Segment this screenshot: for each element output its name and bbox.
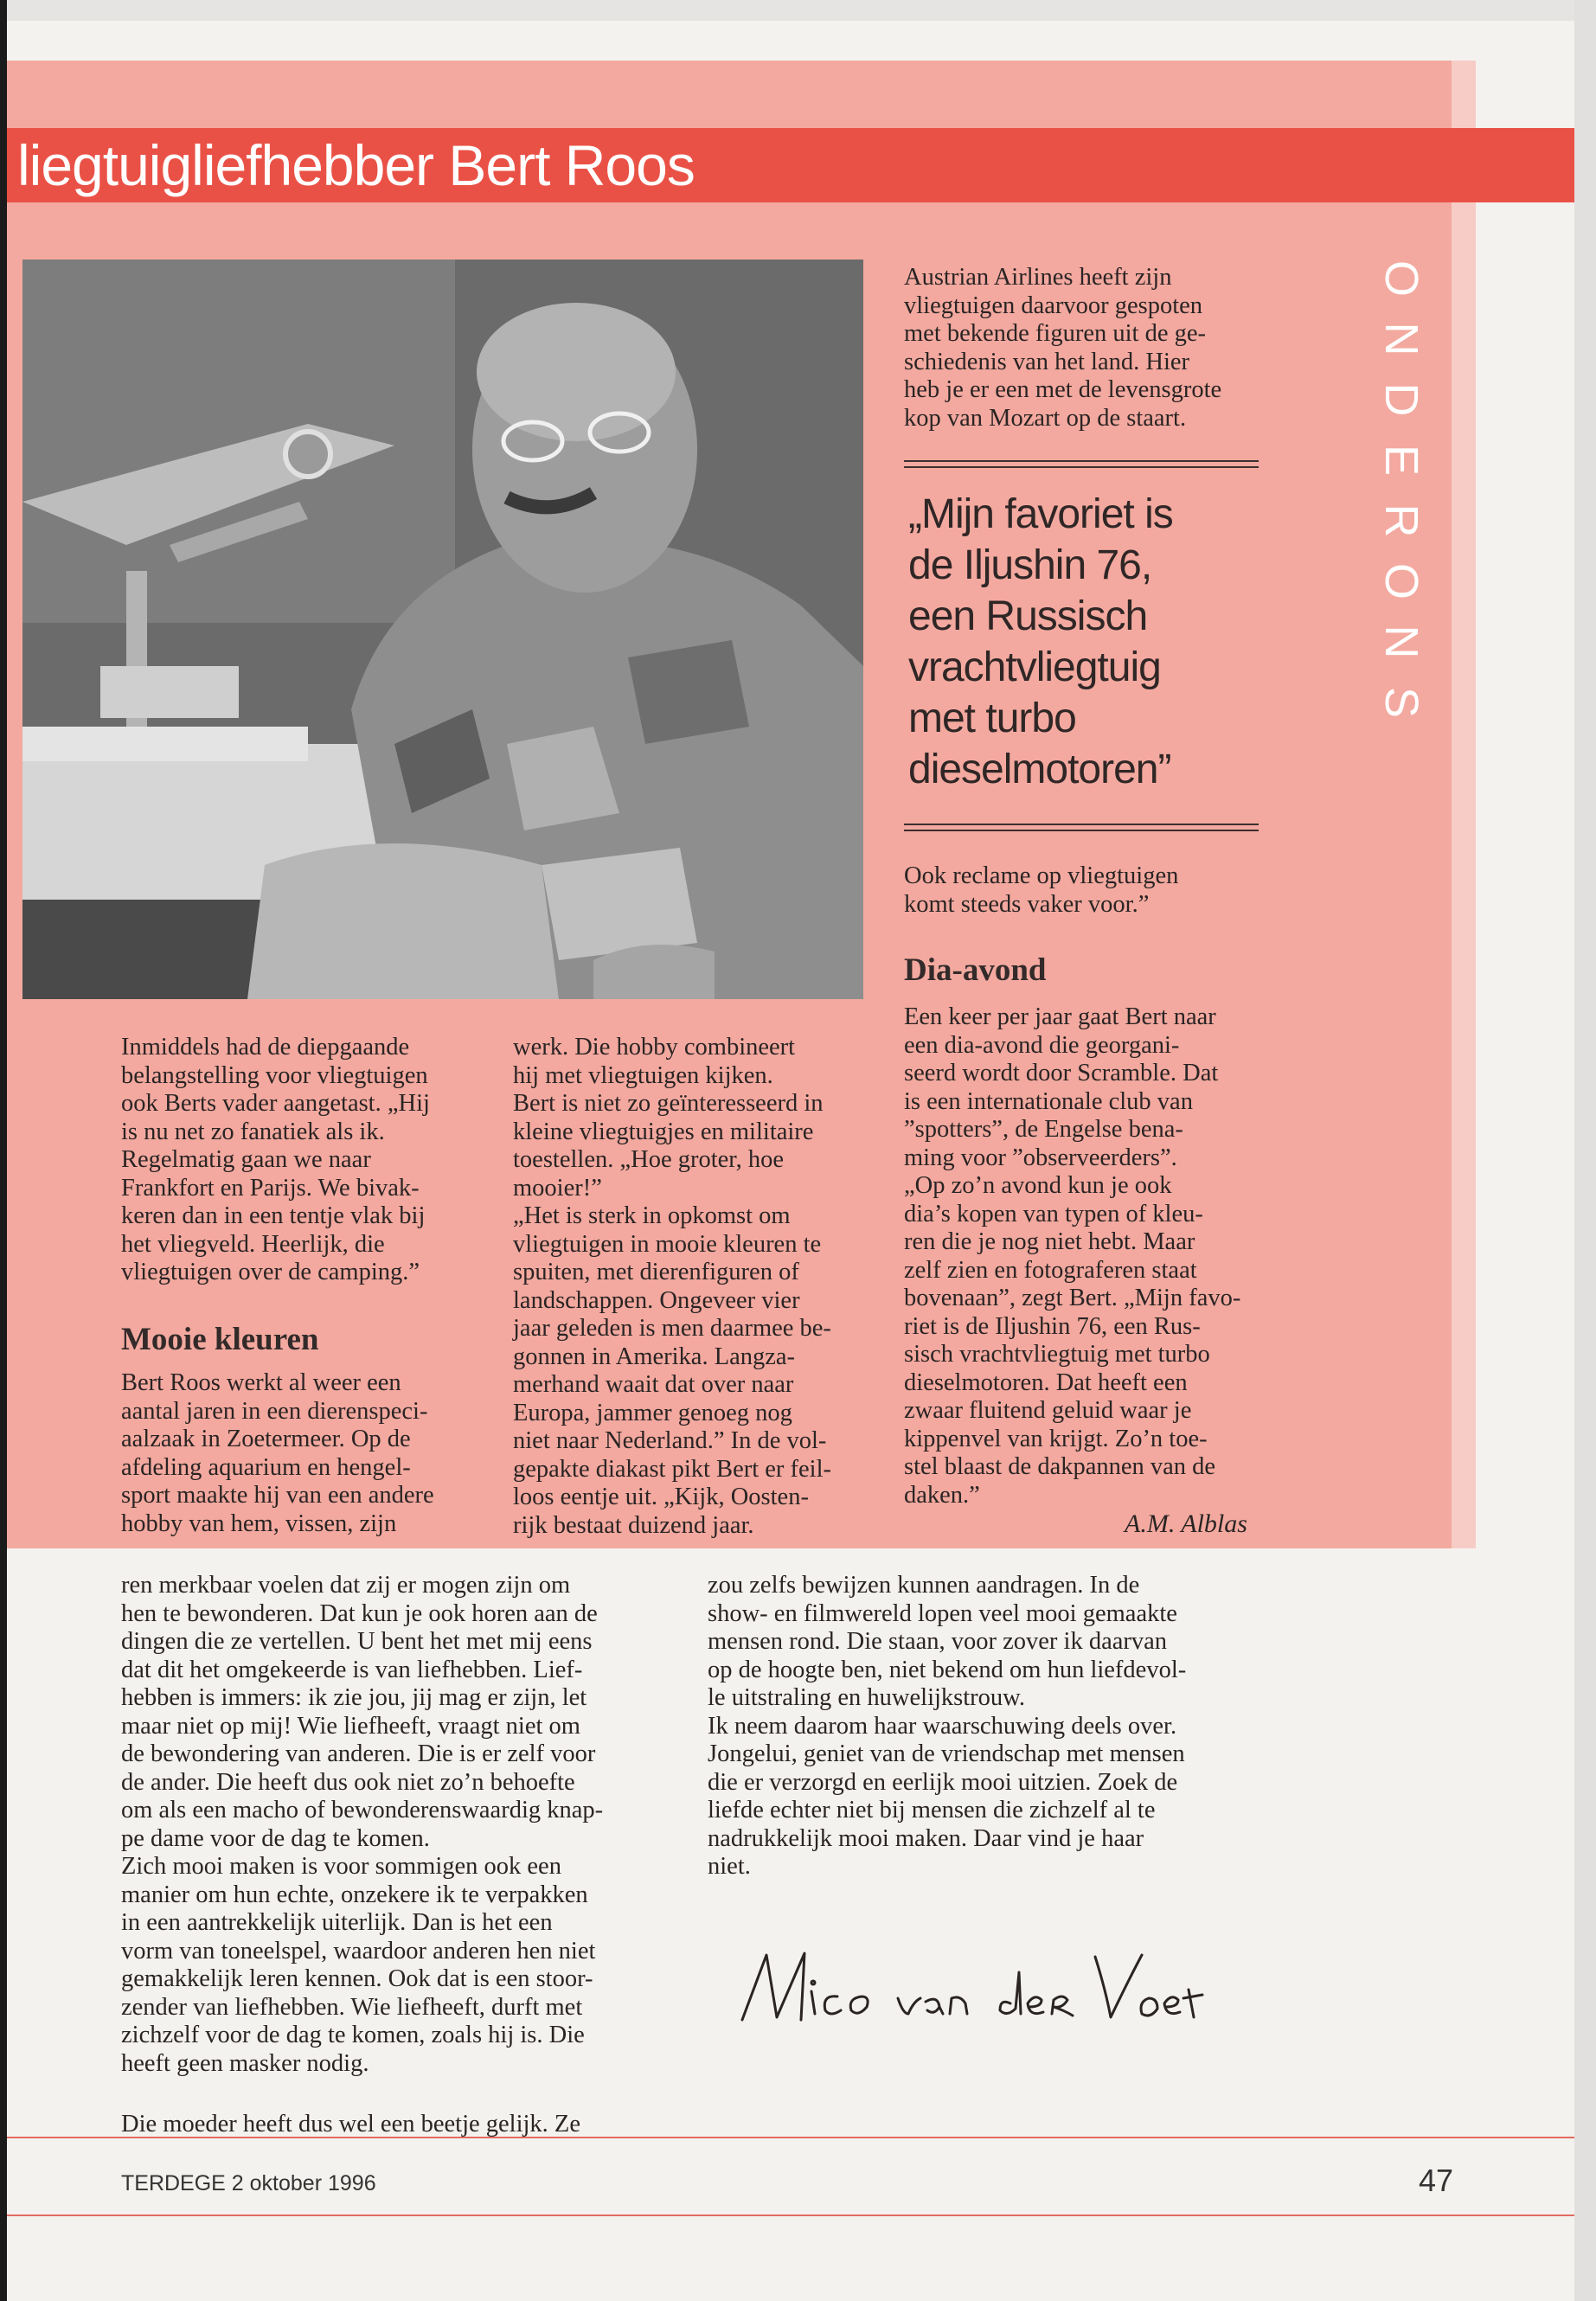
text-line: zwaar fluitend geluid waar je (904, 1397, 1192, 1424)
caption-line: kop van Mozart op de staart. (904, 404, 1187, 432)
text-line: ming voor ”observeerders”. (904, 1144, 1177, 1171)
text-line: Een keer per jaar gaat Bert naar (904, 1003, 1216, 1030)
text-line: dia’s kopen van typen of kleu- (904, 1200, 1203, 1227)
text-line: mensen rond. Die staan, voor zover ik daarvan (708, 1628, 1168, 1655)
caption-line: komt steeds vaker voor.” (904, 890, 1150, 918)
section-label-letter: N (1375, 625, 1427, 659)
text-line: Die moeder heeft dus wel een beetje gelijk. Ze (121, 2111, 580, 2138)
text-line: een dia-avond die georgani- (904, 1031, 1180, 1059)
caption-line: heb je er een met de levensgrote (904, 376, 1222, 403)
pull-quote-line: dieselmotoren” (908, 747, 1171, 792)
text-line: Jongelui, geniet van de vriendschap met mensen (708, 1740, 1185, 1767)
text-line: show- en filmwereld lopen veel mooi gemaakte (708, 1599, 1177, 1627)
section-label-letter: E (1375, 444, 1427, 477)
text-line: hen te bewonderen. Dat kun je ook horen aan de (121, 1599, 598, 1627)
text-line: hij met vliegtuigen kijken. (513, 1061, 773, 1089)
pull-quote-line: de Iljushin 76, (908, 542, 1152, 588)
text-line: daken.” (904, 1481, 980, 1509)
text-line: zelf zien en fotograferen staat (904, 1256, 1197, 1284)
quote-rule-bottom (904, 824, 1259, 825)
author-byline: A.M. Alblas (1125, 1509, 1247, 1538)
text-line: ren die je nog niet hebt. Maar (904, 1228, 1195, 1255)
text-line: nadrukkelijk mooi maken. Daar vind je haar (708, 1824, 1144, 1852)
photo-caption-top (904, 264, 1302, 433)
quote-rule-top (904, 460, 1259, 462)
text-line: de ander. Die heeft dus ook niet zo’n behoefte (121, 1768, 575, 1796)
quote-rule-bottom (904, 830, 1259, 831)
quote-rule-top (904, 466, 1259, 468)
text-line: in een aantrekkelijk uiterlijk. Dan is het een (121, 1909, 553, 1936)
text-line: hebben is immers: ik zie jou, jij mag er zijn, let (121, 1684, 587, 1711)
footer-rule (7, 2214, 1574, 2216)
caption-line: met bekende figuren uit de ge- (904, 320, 1206, 347)
text-line: zou zelfs bewijzen kunnen aandragen. In de (708, 1572, 1140, 1599)
text-line: merhand waait dat over naar (513, 1371, 794, 1398)
text-line: kleine vliegtuigjes en militaire (513, 1118, 814, 1145)
article-column-1 (121, 1034, 502, 1287)
text-line: die er verzorgd en eerlijk mooi uitzien. Zoek de (708, 1768, 1178, 1796)
article-title: liegtuigliefhebber Bert Roos (17, 133, 695, 197)
scan-edge-right (1574, 0, 1596, 2301)
text-line: gonnen in Amerika. Langza- (513, 1343, 796, 1370)
pull-quote-line: vrachtvliegtuig (908, 644, 1161, 690)
section-label-letter: O (1375, 260, 1427, 297)
subheading-mooie-kleuren: Mooie kleuren (121, 1322, 319, 1357)
panel-edge-strip (1452, 61, 1476, 1548)
text-line: gemakkelijk leren kennen. Ook dat is een stoor- (121, 1965, 593, 1992)
photo-caption-bottom (904, 862, 1302, 919)
pull-quote-line: een Russisch (908, 593, 1148, 639)
text-line: Bert Roos werkt al weer een (121, 1369, 401, 1396)
text-line: seerd wordt door Scramble. Dat (904, 1060, 1219, 1086)
text-line: niet naar Nederland.” In de vol- (513, 1427, 827, 1454)
section-label-letter: D (1375, 382, 1427, 417)
text-line: riet is de Iljushin 76, een Rus- (904, 1312, 1201, 1340)
text-line: dingen die ze vertellen. U bent het met mij eens (121, 1628, 593, 1655)
text-line: dieselmotoren. Dat heeft een (904, 1368, 1188, 1396)
text-line: vliegtuigen in mooie kleuren te (513, 1230, 822, 1258)
pull-quote (908, 489, 1254, 795)
caption-line: vliegtuigen daarvoor gespoten (904, 292, 1203, 319)
text-line: zender van liefhebben. Wie liefheeft, durft met (121, 1993, 583, 2021)
text-line: rijk bestaat duizend jaar. (513, 1511, 754, 1539)
text-line: Inmiddels had de diepgaande (121, 1034, 410, 1061)
scan-edge-top (0, 0, 1596, 21)
text-line: jaar geleden is men daarmee be- (513, 1315, 831, 1342)
portrait-photo (22, 260, 863, 999)
text-line: is een internationale club van (904, 1087, 1193, 1115)
column-text-left-last (121, 2111, 675, 2139)
text-line: stel blaast de dakpannen van de (904, 1453, 1216, 1480)
text-line: Frankfort en Parijs. We bivak- (121, 1174, 420, 1202)
text-line: hobby van hem, vissen, zijn (121, 1509, 397, 1537)
text-line: afdeling aquarium en hengel- (121, 1453, 411, 1481)
section-label-letter: S (1375, 686, 1427, 719)
text-line: belangstelling voor vliegtuigen (121, 1061, 428, 1089)
text-line: aalzaak in Zoetermeer. Op de (121, 1426, 411, 1452)
footer-rule (7, 2137, 1574, 2138)
text-line: „Op zo’n avond kun je ook (904, 1172, 1172, 1199)
pull-quote-line: „Mijn favoriet is (908, 491, 1173, 537)
subheading-dia-avond: Dia-avond (904, 952, 1047, 988)
page-number: 47 (1419, 2163, 1454, 2198)
article-column-3 (904, 1003, 1302, 1509)
pull-quote-line: met turbo (908, 695, 1076, 741)
caption-line: schiedenis van het land. Hier (904, 348, 1190, 375)
text-line: de bewondering van anderen. Die is er zelf voor (121, 1740, 596, 1767)
text-line: Zich mooi maken is voor sommigen ook een (121, 1853, 561, 1880)
publication-info: TERDEGE 2 oktober 1996 (121, 2171, 376, 2195)
text-line: sisch vrachtvliegtuig met turbo (904, 1341, 1210, 1368)
text-line: zichzelf voor de dag te komen, zoals hij is. Die (121, 2022, 585, 2048)
section-label-letter: N (1375, 322, 1427, 356)
text-line: sport maakte hij van een andere (121, 1482, 434, 1509)
text-line: vliegtuigen over de camping.” (121, 1259, 420, 1285)
article-column-1-continued (121, 1369, 502, 1538)
column-text-left (121, 1572, 675, 2078)
article-column-2 (513, 1034, 894, 1540)
text-line: le uitstraling en huwelijkstrouw. (708, 1684, 1026, 1711)
text-line: loos eentje uit. „Kijk, Oosten- (513, 1484, 809, 1510)
text-line: toestellen. „Hoe groter, hoe (513, 1146, 785, 1173)
text-line: „Het is sterk in opkomst om (513, 1202, 791, 1229)
text-line: kippenvel van krijgt. Zo’n toe- (904, 1425, 1208, 1452)
text-line: om als een macho of bewonderenswaardig knap- (121, 1797, 604, 1823)
text-line: pe dame voor de dag te komen. (121, 1824, 430, 1852)
text-line: manier om hun echte, onzekere ik te verpakken (121, 1881, 588, 1908)
text-line: vorm van toneelspel, waardoor anderen hen niet (121, 1937, 596, 1965)
text-line: op de hoogte ben, niet bekend om hun liefdevol- (708, 1656, 1187, 1683)
text-line: ren merkbaar voelen dat zij er mogen zijn om (121, 1572, 571, 1599)
text-line: aantal jaren in een dierenspeci- (121, 1397, 428, 1425)
section-label-letter: O (1375, 562, 1427, 599)
text-line: dat dit het omgekeerde is van liefhebben. Lief- (121, 1656, 583, 1683)
text-line: liefde echter niet bij mensen die zichzelf al te (708, 1797, 1156, 1823)
text-line: gepakte diakast pikt Bert er feil- (513, 1455, 831, 1483)
text-line: Europa, jammer genoeg nog (513, 1399, 792, 1426)
text-line: Ik neem daarom haar waarschuwing deels over. (708, 1712, 1177, 1740)
text-line: mooier!” (513, 1174, 602, 1202)
text-line: ”spotters”, de Engelse bena- (904, 1116, 1183, 1143)
text-line: werk. Die hobby combineert (513, 1034, 796, 1061)
text-line: bovenaan”, zegt Bert. „Mijn favo- (904, 1285, 1241, 1311)
text-line: Bert is niet zo geïnteresseerd in (513, 1090, 824, 1117)
column-text-right (708, 1572, 1261, 1881)
text-line: spuiten, met dierenfiguren of (513, 1259, 799, 1285)
text-line: keren dan in een tentje vlak bij (121, 1202, 426, 1229)
text-line: maar niet op mij! Wie liefheeft, vraagt niet om (121, 1712, 580, 1740)
text-line: niet. (708, 1853, 751, 1880)
text-line: ook Berts vader aangetast. „Hij (121, 1090, 430, 1117)
text-line: is nu net zo fanatiek als ik. (121, 1118, 385, 1145)
text-line: Regelmatig gaan we naar (121, 1146, 371, 1173)
handwritten-signature (725, 1938, 1209, 2037)
text-line: het vliegveld. Heerlijk, die (121, 1230, 385, 1258)
caption-line: Ook reclame op vliegtuigen (904, 862, 1179, 889)
caption-line: Austrian Airlines heeft zijn (904, 264, 1172, 291)
text-line: landschappen. Ongeveer vier (513, 1286, 800, 1314)
section-label-letter: R (1375, 503, 1427, 538)
text-line: heeft geen masker nodig. (121, 2049, 369, 2077)
scan-edge-left (0, 0, 7, 2301)
